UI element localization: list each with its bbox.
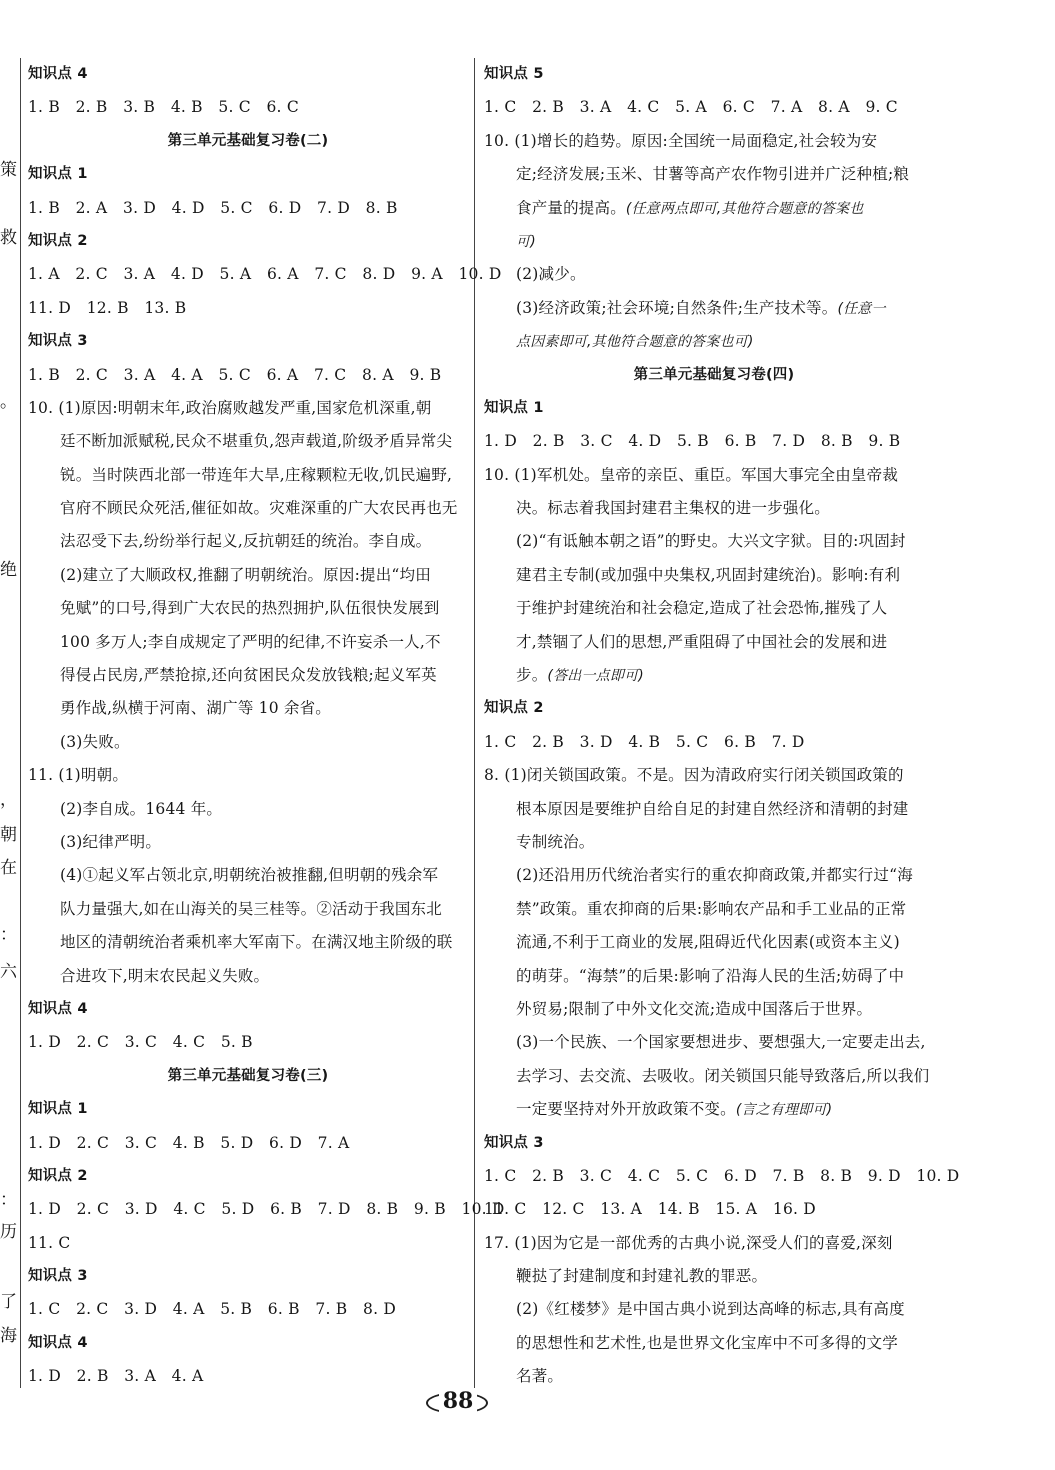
line-text: 专制统治。	[516, 832, 595, 851]
answer-note: (答出一点即可)	[547, 668, 644, 685]
line-text: 11. C	[28, 1233, 71, 1252]
answer-line	[484, 492, 944, 525]
answer-line	[484, 926, 944, 959]
knowledge-point-label	[28, 58, 468, 91]
answer-line	[484, 993, 944, 1026]
line-text: 1. D 2. B 3. C 4. D 5. B 6. B 7. D 8. B 9. B	[484, 432, 901, 451]
answer-line	[484, 960, 944, 993]
knowledge-point-label	[28, 158, 468, 191]
line-text: 鞭挞了封建制度和封建礼教的罪恶。	[516, 1267, 768, 1286]
left-edge-fragments	[0, 0, 20, 1410]
answer-line	[484, 292, 944, 325]
line-text: 1. B 2. A 3. D 4. D 5. C 6. D 7. D 8. B	[28, 198, 398, 217]
answer-line	[28, 359, 468, 392]
line-text: 10. (1)原因:明朝末年,政治腐败越发严重,国家危机深重,朝	[28, 398, 432, 417]
line-text: 的思想性和艺术性,也是世界文化宝库中不可多得的文学	[516, 1333, 898, 1352]
line-text: 流通,不利于工商业的发展,阻碍近代化因素(或资本主义)	[516, 933, 900, 952]
answer-line	[484, 759, 944, 792]
line-text: 得侵占民房,严禁抢掠,还向贫困民众发放钱粮;起义军英	[60, 666, 437, 685]
answer-line	[28, 525, 468, 558]
line-text: 1. A 2. C 3. A 4. D 5. A 6. A 7. C 8. D 9. A 10. D	[28, 265, 502, 284]
line-text: 禁”政策。重农抑商的后果:影响农产品和手工业品的正常	[516, 899, 907, 918]
section-heading	[28, 125, 468, 158]
line-text: 定;经济发展;玉米、甘薯等高产农作物引进并广泛种植;粮	[516, 165, 910, 184]
line-text: 根本原因是要维护自给自足的封建自然经济和清朝的封建	[516, 799, 909, 818]
page-number-badge	[426, 1386, 490, 1416]
line-text: 1. D 2. B 3. A 4. A	[28, 1367, 204, 1386]
line-text: 知识点 3	[484, 1134, 544, 1151]
answer-note: 可)	[516, 233, 536, 250]
knowledge-point-label	[484, 392, 944, 425]
answer-line	[484, 793, 944, 826]
answer-line	[484, 91, 944, 124]
answer-line	[484, 1260, 944, 1293]
line-text: 决。标志着我国封建君主集权的进一步强化。	[516, 499, 831, 518]
line-text: 1. C 2. B 3. A 4. C 5. A 6. C 7. A 8. A 9. C	[484, 98, 898, 117]
answer-line	[484, 525, 944, 558]
line-text: 锐。当时陕西北部一带连年大旱,庄稼颗粒无收,饥民遍野,	[60, 465, 453, 484]
line-text: 免赋”的口号,得到广大农民的热烈拥护,队伍很快发展到	[60, 599, 440, 618]
line-text: 17. (1)因为它是一部优秀的古典小说,深受人们的喜爱,深刻	[484, 1233, 893, 1252]
line-text: 1. D 2. C 3. C 4. B 5. D 6. D 7. A	[28, 1133, 350, 1152]
answer-line	[28, 960, 468, 993]
line-text: 食产量的提高。	[516, 198, 626, 217]
answer-line	[484, 826, 944, 859]
answer-line	[28, 1127, 468, 1160]
answer-line	[484, 158, 944, 191]
line-text: 地区的清朝统治者乘机率大军南下。在满汉地主阶级的联	[60, 933, 453, 952]
answer-line	[28, 893, 468, 926]
line-text: 10. (1)增长的趋势。原因:全国统一局面稳定,社会较为安	[484, 131, 878, 150]
line-text: 第三单元基础复习卷(三)	[167, 1067, 329, 1084]
line-text: (2)减少。	[516, 265, 586, 284]
line-text: 知识点 4	[28, 66, 88, 82]
line-text: 队力量强大,如在山海关的吴三桂等。②活动于我国东北	[60, 899, 442, 918]
edge-fragment: 救	[0, 228, 17, 248]
line-text: 知识点 4	[28, 1334, 88, 1351]
line-text: 知识点 3	[28, 1268, 88, 1285]
line-text: 8. (1)闭关锁国政策。不是。因为清政府实行闭关锁国政策的	[484, 766, 904, 785]
line-text: 知识点 1	[28, 1101, 88, 1118]
answer-line	[28, 1193, 505, 1226]
line-text: 步。	[516, 666, 548, 685]
answer-line	[28, 826, 468, 859]
answer-line	[28, 258, 502, 291]
answer-line	[28, 292, 468, 325]
edge-fragment: 六	[0, 962, 17, 982]
line-text: 11. D 12. B 13. B	[28, 298, 187, 317]
section-heading	[484, 359, 944, 392]
line-text: 知识点 2	[484, 700, 544, 717]
knowledge-point-label	[28, 1160, 468, 1193]
edge-fragment: 了	[0, 1292, 17, 1312]
line-text: (2)建立了大顺政权,推翻了明朝统治。原因:提出“均田	[60, 565, 431, 584]
answer-line	[484, 1160, 960, 1193]
knowledge-point-label	[28, 1327, 468, 1360]
line-text: 于维护封建统治和社会稳定,造成了社会恐怖,摧残了人	[516, 599, 888, 618]
knowledge-point-label	[28, 993, 468, 1026]
answer-note: (任意一	[837, 300, 886, 317]
knowledge-point-label	[484, 1127, 944, 1160]
knowledge-point-label	[484, 692, 944, 725]
edge-fragment: 朝	[0, 825, 17, 845]
answer-line	[28, 793, 468, 826]
knowledge-point-label	[28, 1260, 468, 1293]
answer-line	[484, 1060, 944, 1093]
knowledge-point-label	[28, 325, 468, 358]
answer-line	[28, 592, 468, 625]
line-text: 1. D 2. C 3. D 4. C 5. D 6. B 7. D 8. B 9. B 10. D	[28, 1200, 505, 1219]
line-text: 100 多万人;李自成规定了严明的纪律,不许妄杀一人,不	[60, 632, 441, 651]
knowledge-point-label	[28, 225, 468, 258]
answer-line	[28, 559, 468, 592]
answer-line	[28, 726, 468, 759]
line-text: (3)纪律严明。	[60, 832, 162, 851]
answer-line	[28, 1026, 468, 1059]
answer-line	[28, 626, 468, 659]
line-text: 1. D 2. C 3. C 4. C 5. B	[28, 1033, 253, 1052]
line-text: 去学习、去交流、去吸收。闭关锁国只能导致落后,所以我们	[516, 1066, 930, 1085]
line-text: 第三单元基础复习卷(四)	[633, 366, 795, 383]
line-text: 法忍受下去,纷纷举行起义,反抗朝廷的统治。李自成。	[60, 532, 432, 551]
line-text: 知识点 2	[28, 1167, 88, 1184]
line-text: 知识点 4	[28, 1000, 88, 1017]
line-text: (2)还沿用历代统治者实行的重农抑商政策,并都实行过“海	[516, 866, 913, 885]
answer-note: 点因素即可,其他符合题意的答案也可)	[516, 334, 754, 351]
answer-line	[28, 659, 468, 692]
line-text: 知识点 2	[28, 232, 88, 249]
edge-fragment: 绝	[0, 560, 17, 580]
line-text: 1. B 2. B 3. B 4. B 5. C 6. C	[28, 98, 299, 117]
column-divider	[474, 58, 475, 1388]
line-text: (2)《红楼梦》是中国古典小说到达高峰的标志,具有高度	[516, 1300, 905, 1319]
answer-line	[28, 859, 468, 892]
line-text: 建君主专制(或加强中央集权,巩固封建统治)。影响:有利	[516, 565, 901, 584]
line-text: 1. C 2. B 3. D 4. B 5. C 6. B 7. D	[484, 732, 805, 751]
line-text: 的萌芽。“海禁”的后果:影响了沿海人民的生活;妨碍了中	[516, 966, 905, 985]
answer-line	[28, 692, 468, 725]
line-text: 一定要坚持对外开放政策不变。	[516, 1100, 736, 1119]
line-text: (2)“有诋触本朝之语”的野史。大兴文字狱。目的:巩固封	[516, 532, 906, 551]
line-text: 11. (1)明朝。	[28, 766, 129, 785]
answer-line	[28, 492, 468, 525]
answer-line	[28, 425, 468, 458]
line-text: 10. (1)军机处。皇帝的亲臣、重臣。军国大事完全由皇帝裁	[484, 465, 899, 484]
answer-line	[484, 726, 944, 759]
line-text: (2)李自成。1644 年。	[60, 799, 223, 818]
answer-note: (任意两点即可,其他符合题意的答案也	[625, 200, 864, 217]
answer-line	[28, 459, 468, 492]
answer-line	[484, 1293, 944, 1326]
answer-line	[484, 592, 944, 625]
answer-line	[28, 1293, 468, 1326]
answer-line	[28, 1360, 468, 1393]
edge-fragment: 海	[0, 1326, 17, 1346]
answer-line	[484, 125, 944, 158]
line-text: 11. C 12. C 13. A 14. B 15. A 16. D	[484, 1200, 816, 1219]
line-text: (3)失败。	[60, 732, 130, 751]
answer-line	[484, 325, 944, 358]
answer-line	[28, 926, 468, 959]
line-text: (3)经济政策;社会环境;自然条件;生产技术等。	[516, 298, 838, 317]
edge-fragment: 历	[0, 1222, 17, 1242]
answer-note: (言之有理即可)	[735, 1102, 833, 1119]
answer-line	[484, 626, 944, 659]
answer-line	[484, 1327, 944, 1360]
answer-line	[484, 225, 944, 258]
edge-fragment: 在	[0, 858, 17, 878]
edge-fragment: 策	[0, 160, 17, 180]
answer-line	[28, 759, 468, 792]
answer-line	[484, 258, 944, 291]
answer-line	[484, 1360, 944, 1393]
left-column	[28, 58, 505, 1394]
answer-line	[28, 91, 468, 124]
edge-fragment: 。	[0, 392, 17, 412]
answer-line	[484, 893, 944, 926]
left-margin-rule	[20, 58, 21, 1388]
line-text: 廷不断加派赋税,民众不堪重负,怨声载道,阶级矛盾异常尖	[60, 432, 453, 451]
line-text: 知识点 5	[484, 66, 544, 82]
edge-fragment: ：	[0, 925, 17, 945]
knowledge-point-label	[28, 1093, 468, 1126]
line-text: 才,禁锢了人们的思想,严重阻碍了中国社会的发展和进	[516, 632, 888, 651]
line-text: 名著。	[516, 1367, 564, 1386]
line-text: 知识点 3	[28, 333, 88, 350]
line-text: 1. C 2. B 3. C 4. C 5. C 6. D 7. B 8. B 9. D 10. D	[484, 1166, 960, 1185]
page-number: 88	[439, 1388, 478, 1414]
edge-fragment: ：	[0, 1190, 17, 1210]
line-text: 知识点 1	[28, 166, 88, 183]
section-heading	[28, 1060, 468, 1093]
line-text: 勇作战,纵横于河南、湖广等 10 余省。	[60, 699, 332, 718]
line-text: 合进攻下,明末农民起义失败。	[60, 966, 270, 985]
edge-fragment: ，	[0, 790, 17, 810]
line-text: 1. C 2. C 3. D 4. A 5. B 6. B 7. B 8. D	[28, 1300, 396, 1319]
right-column	[484, 58, 960, 1394]
answer-line	[28, 192, 468, 225]
answer-line	[484, 659, 944, 692]
answer-line	[484, 859, 944, 892]
answer-line	[484, 425, 944, 458]
line-text: 官府不顾民众死活,催征如故。灾难深重的广大农民再也无	[60, 499, 458, 518]
answer-line	[484, 192, 944, 225]
answer-line	[28, 1227, 468, 1260]
line-text: (4)①起义军占领北京,明朝统治被推翻,但明朝的残余军	[60, 866, 439, 885]
answer-line	[28, 392, 468, 425]
answer-line	[484, 1026, 944, 1059]
knowledge-point-label	[484, 58, 944, 91]
line-text: (3)一个民族、一个国家要想进步、要想强大,一定要走出去,	[516, 1033, 926, 1052]
answer-line	[484, 1227, 944, 1260]
line-text: 1. B 2. C 3. A 4. A 5. C 6. A 7. C 8. A 9. B	[28, 365, 442, 384]
answer-line	[484, 1093, 944, 1126]
answer-line	[484, 559, 944, 592]
answer-line	[484, 459, 944, 492]
line-text: 外贸易;限制了中外文化交流;造成中国落后于世界。	[516, 999, 873, 1018]
line-text: 知识点 1	[484, 399, 544, 416]
line-text: 第三单元基础复习卷(二)	[167, 132, 329, 149]
answer-line	[484, 1193, 944, 1226]
